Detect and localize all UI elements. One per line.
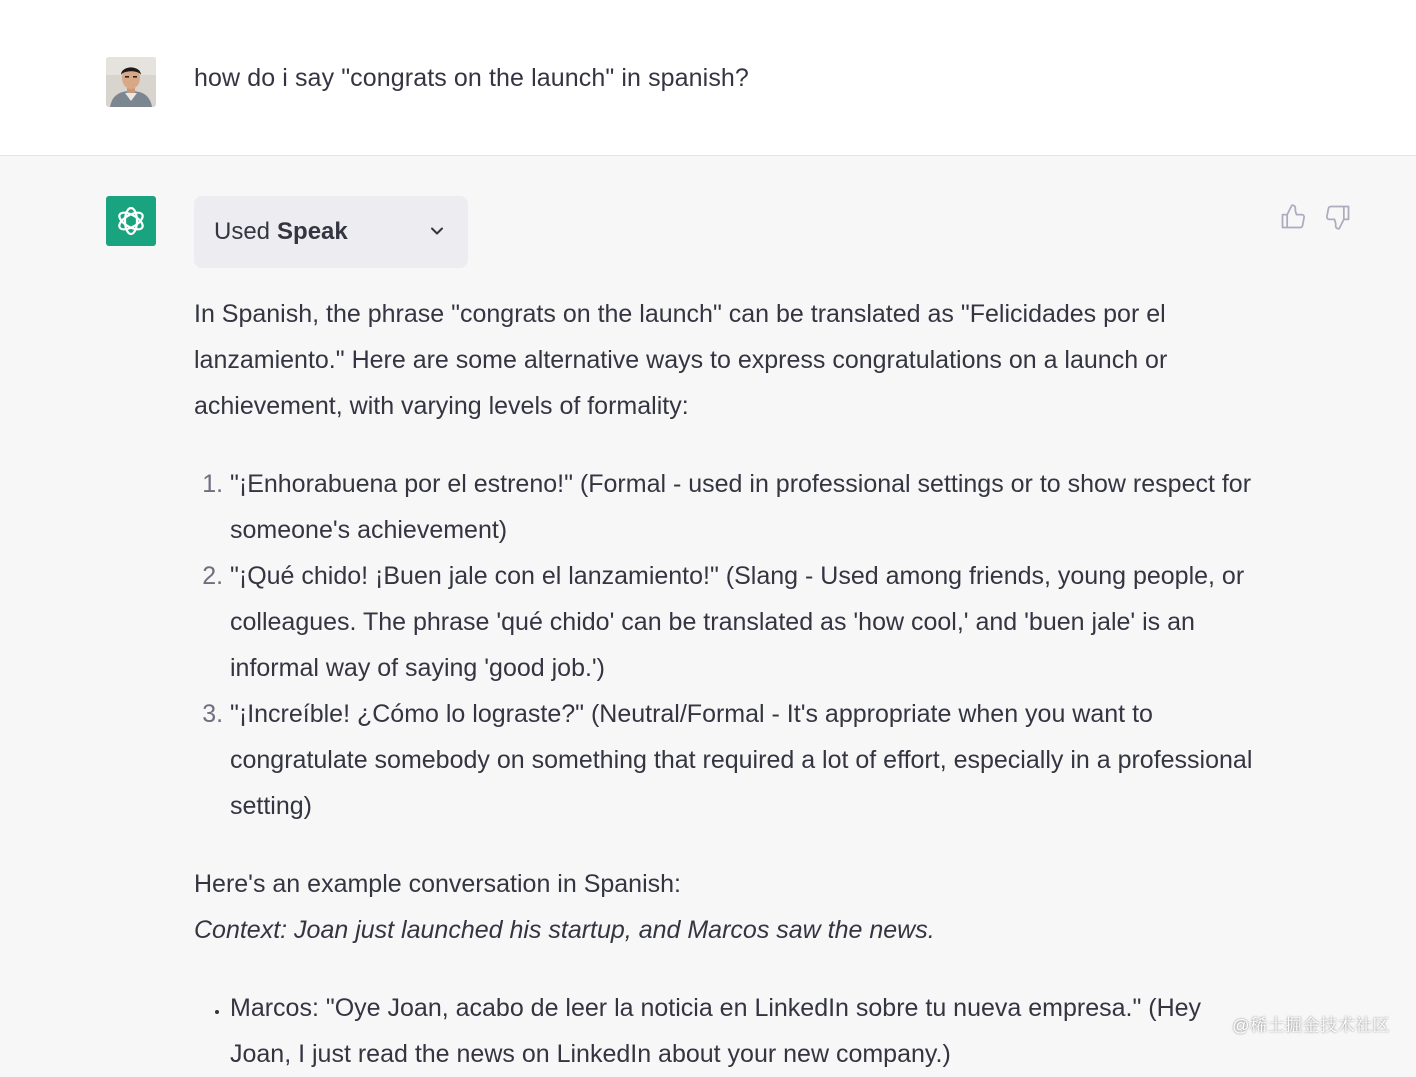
list-item: • Marcos: "Oye Joan, acabo de leer la noticia en LinkedIn sobre tu nueva empresa." (Hey Joan, I just read the news on LinkedIn about your new company.) (230, 985, 1264, 1077)
user-avatar (106, 57, 156, 107)
list-item: 2. "¡Qué chido! ¡Buen jale con el lanzamiento!" (Slang - Used among friends, young people, or colleagues. The phrase 'qué chido' can be translated as 'how cool,' and 'buen jale' is an informal way of saying 'good job.') (230, 553, 1264, 691)
example-heading: Here's an example conversation in Spanish: (194, 870, 681, 898)
dialogue-list (194, 985, 1264, 1077)
list-item: 3. "¡Increíble! ¿Cómo lo lograste?" (Neutral/Formal - It's appropriate when you want to congratulate somebody on something that required a lot of effort, especially in a professional setting) (230, 691, 1264, 829)
watermark: @稀土掘金技术社区 (1232, 1016, 1390, 1035)
user-message-row (0, 0, 1416, 156)
translation-options-list (194, 461, 1264, 829)
user-message-text: how do i say "congrats on the launch" in spanish? (194, 64, 749, 92)
plugin-used-prefix: Used (214, 218, 271, 245)
answer-intro: In Spanish, the phrase "congrats on the launch" can be translated as "Felicidades por el lanzamiento." Here are some alternative ways to express congratulations on a launch or achievement, with varying levels of formality: (194, 300, 1168, 420)
assistant-answer (194, 291, 1264, 1077)
plugin-name: Speak (277, 218, 348, 245)
example-context: Context: Joan just launched his startup, and Marcos saw the news. (194, 916, 935, 944)
openai-logo-icon (114, 204, 148, 238)
thumbs-up-icon[interactable] (1279, 202, 1307, 232)
chevron-down-icon (428, 222, 446, 240)
assistant-message-row (0, 156, 1416, 1068)
list-item: 1. "¡Enhorabuena por el estreno!" (Formal - used in professional settings or to show respect for someone's achievement) (230, 461, 1264, 553)
thumbs-down-icon[interactable] (1324, 202, 1352, 232)
plugin-used-toggle[interactable] (194, 196, 468, 268)
user-photo-icon (106, 57, 156, 107)
assistant-avatar (106, 196, 156, 246)
